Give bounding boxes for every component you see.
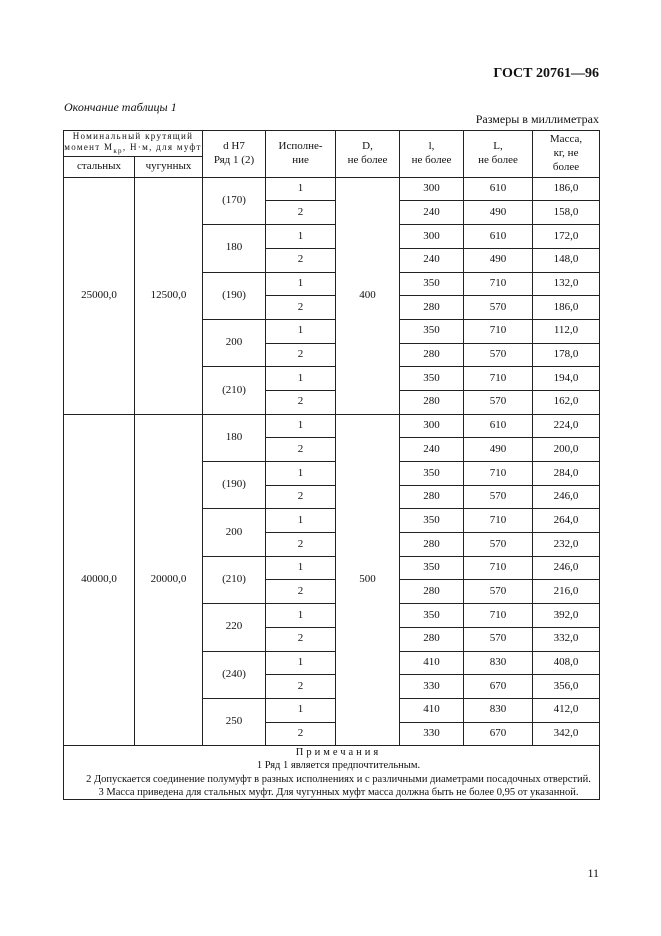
cell-L: 710: [464, 319, 533, 343]
cell-l: 350: [400, 556, 464, 580]
cell-execution: 2: [266, 296, 336, 320]
cell-execution: 1: [266, 698, 336, 722]
document-code: ГОСТ 20761—96: [493, 66, 599, 81]
cell-L: 830: [464, 651, 533, 675]
cell-mass: 332,0: [533, 627, 600, 651]
cell-execution: 1: [266, 225, 336, 249]
table-row: [64, 414, 600, 438]
cell-l: 240: [400, 438, 464, 462]
note-item: 1 Ряд 1 является предпочтительным.: [256, 760, 421, 772]
cell-cast-moment: 12500,0: [135, 177, 203, 414]
cell-execution: 1: [266, 509, 336, 533]
cell-L: 490: [464, 438, 533, 462]
cell-L: 830: [464, 698, 533, 722]
cell-l: 410: [400, 651, 464, 675]
cell-mass: 412,0: [533, 698, 600, 722]
cell-mass: 194,0: [533, 367, 600, 391]
cell-execution: 2: [266, 248, 336, 272]
cell-L: 570: [464, 343, 533, 367]
cell-execution: 2: [266, 675, 336, 699]
cell-L: 710: [464, 272, 533, 296]
cell-l: 300: [400, 225, 464, 249]
cell-l: 280: [400, 533, 464, 557]
cell-execution: 2: [266, 201, 336, 225]
cell-mass: 392,0: [533, 604, 600, 628]
cell-mass: 264,0: [533, 509, 600, 533]
cell-l: 240: [400, 201, 464, 225]
cell-d: 200: [203, 509, 266, 556]
cell-steel-moment: 40000,0: [64, 414, 135, 746]
cell-execution: 1: [266, 462, 336, 486]
cell-L: 610: [464, 225, 533, 249]
cell-l: 330: [400, 722, 464, 746]
cell-L: 490: [464, 248, 533, 272]
cell-l: 350: [400, 509, 464, 533]
cell-l: 350: [400, 604, 464, 628]
cell-l: 300: [400, 177, 464, 201]
cell-l: 300: [400, 414, 464, 438]
cell-execution: 2: [266, 438, 336, 462]
cell-mass: 112,0: [533, 319, 600, 343]
cell-mass: 172,0: [533, 225, 600, 249]
cell-D: 500: [336, 414, 400, 746]
header-steel: стальных: [64, 156, 135, 177]
cell-mass: 162,0: [533, 390, 600, 414]
cell-execution: 2: [266, 580, 336, 604]
cell-L: 610: [464, 414, 533, 438]
cell-execution: 1: [266, 272, 336, 296]
cell-d: 250: [203, 698, 266, 745]
cell-d: 200: [203, 319, 266, 366]
header-moment: Номинальный крутящий момент $M_{кр}$, Н·м, для муфт: [64, 131, 202, 156]
page-number: 11: [587, 866, 599, 880]
cell-L: 570: [464, 580, 533, 604]
notes-block: [64, 746, 600, 800]
cell-d: 180: [203, 225, 266, 272]
cell-L: 570: [464, 485, 533, 509]
cell-execution: 1: [266, 414, 336, 438]
cell-mass: 284,0: [533, 462, 600, 486]
cell-execution: 2: [266, 343, 336, 367]
cell-d: (240): [203, 651, 266, 698]
cell-mass: 356,0: [533, 675, 600, 699]
cell-D: 400: [336, 177, 400, 414]
cell-execution: 2: [266, 722, 336, 746]
cell-L: 710: [464, 367, 533, 391]
cell-l: 350: [400, 462, 464, 486]
cell-execution: 1: [266, 651, 336, 675]
cell-d: (190): [203, 462, 266, 509]
cell-l: 280: [400, 390, 464, 414]
table-caption: Окончание таблицы 1: [64, 100, 177, 114]
cell-mass: 186,0: [533, 296, 600, 320]
table-row: [64, 177, 600, 201]
cell-l: 280: [400, 485, 464, 509]
coupling-dimensions-table: [63, 130, 600, 800]
cell-l: 350: [400, 319, 464, 343]
cell-l: 240: [400, 248, 464, 272]
cell-L: 610: [464, 177, 533, 201]
cell-L: 710: [464, 462, 533, 486]
cell-execution: 2: [266, 485, 336, 509]
cell-l: 280: [400, 627, 464, 651]
cell-mass: 408,0: [533, 651, 600, 675]
cell-execution: 1: [266, 177, 336, 201]
header-cast: чугунных: [135, 156, 203, 177]
cell-mass: 216,0: [533, 580, 600, 604]
cell-mass: 148,0: [533, 248, 600, 272]
cell-L: 570: [464, 390, 533, 414]
cell-mass: 232,0: [533, 533, 600, 557]
cell-L: 490: [464, 201, 533, 225]
note-item: 2 Допускается соединение полумуфт в разных исполнениях и с различными диаметрами посадочных отверстий.: [86, 773, 591, 785]
cell-execution: 2: [266, 390, 336, 414]
header-mass: Масса, кг, не более: [533, 131, 600, 178]
cell-L: 670: [464, 675, 533, 699]
cell-d: 220: [203, 604, 266, 651]
table-body: [64, 177, 600, 746]
cell-mass: 246,0: [533, 485, 600, 509]
cell-execution: 2: [266, 533, 336, 557]
cell-l: 350: [400, 367, 464, 391]
notes-title: Примечания: [295, 747, 382, 759]
cell-d: 180: [203, 414, 266, 461]
cell-L: 570: [464, 627, 533, 651]
note-item: 3 Масса приведена для стальных муфт. Для чугунных муфт масса должна быть не более 0,95 от указанной.: [98, 786, 579, 798]
cell-mass: 178,0: [533, 343, 600, 367]
cell-execution: 2: [266, 627, 336, 651]
cell-l: 280: [400, 343, 464, 367]
units-note: Размеры в миллиметрах: [475, 112, 599, 126]
cell-d: (170): [203, 177, 266, 224]
cell-l: 350: [400, 272, 464, 296]
cell-mass: 246,0: [533, 556, 600, 580]
cell-l: 410: [400, 698, 464, 722]
cell-L: 710: [464, 604, 533, 628]
cell-execution: 1: [266, 556, 336, 580]
cell-d: (210): [203, 367, 266, 414]
cell-mass: 158,0: [533, 201, 600, 225]
cell-L: 670: [464, 722, 533, 746]
cell-d: (190): [203, 272, 266, 319]
cell-steel-moment: 25000,0: [64, 177, 135, 414]
cell-execution: 1: [266, 367, 336, 391]
cell-l: 280: [400, 580, 464, 604]
cell-mass: 342,0: [533, 722, 600, 746]
cell-L: 710: [464, 509, 533, 533]
cell-mass: 186,0: [533, 177, 600, 201]
cell-L: 710: [464, 556, 533, 580]
cell-cast-moment: 20000,0: [135, 414, 203, 746]
cell-execution: 1: [266, 604, 336, 628]
cell-d: (210): [203, 556, 266, 603]
cell-execution: 1: [266, 319, 336, 343]
cell-l: 280: [400, 296, 464, 320]
header-d: d H7 Ряд 1 (2): [203, 131, 266, 178]
cell-mass: 132,0: [533, 272, 600, 296]
cell-l: 330: [400, 675, 464, 699]
cell-L: 570: [464, 533, 533, 557]
cell-mass: 200,0: [533, 438, 600, 462]
header-execution: Исполне- ние: [266, 131, 336, 178]
cell-L: 570: [464, 296, 533, 320]
header-l: l, не более: [400, 131, 464, 178]
cell-mass: 224,0: [533, 414, 600, 438]
header-L: L, не более: [464, 131, 533, 178]
header-D: D, не более: [336, 131, 400, 178]
